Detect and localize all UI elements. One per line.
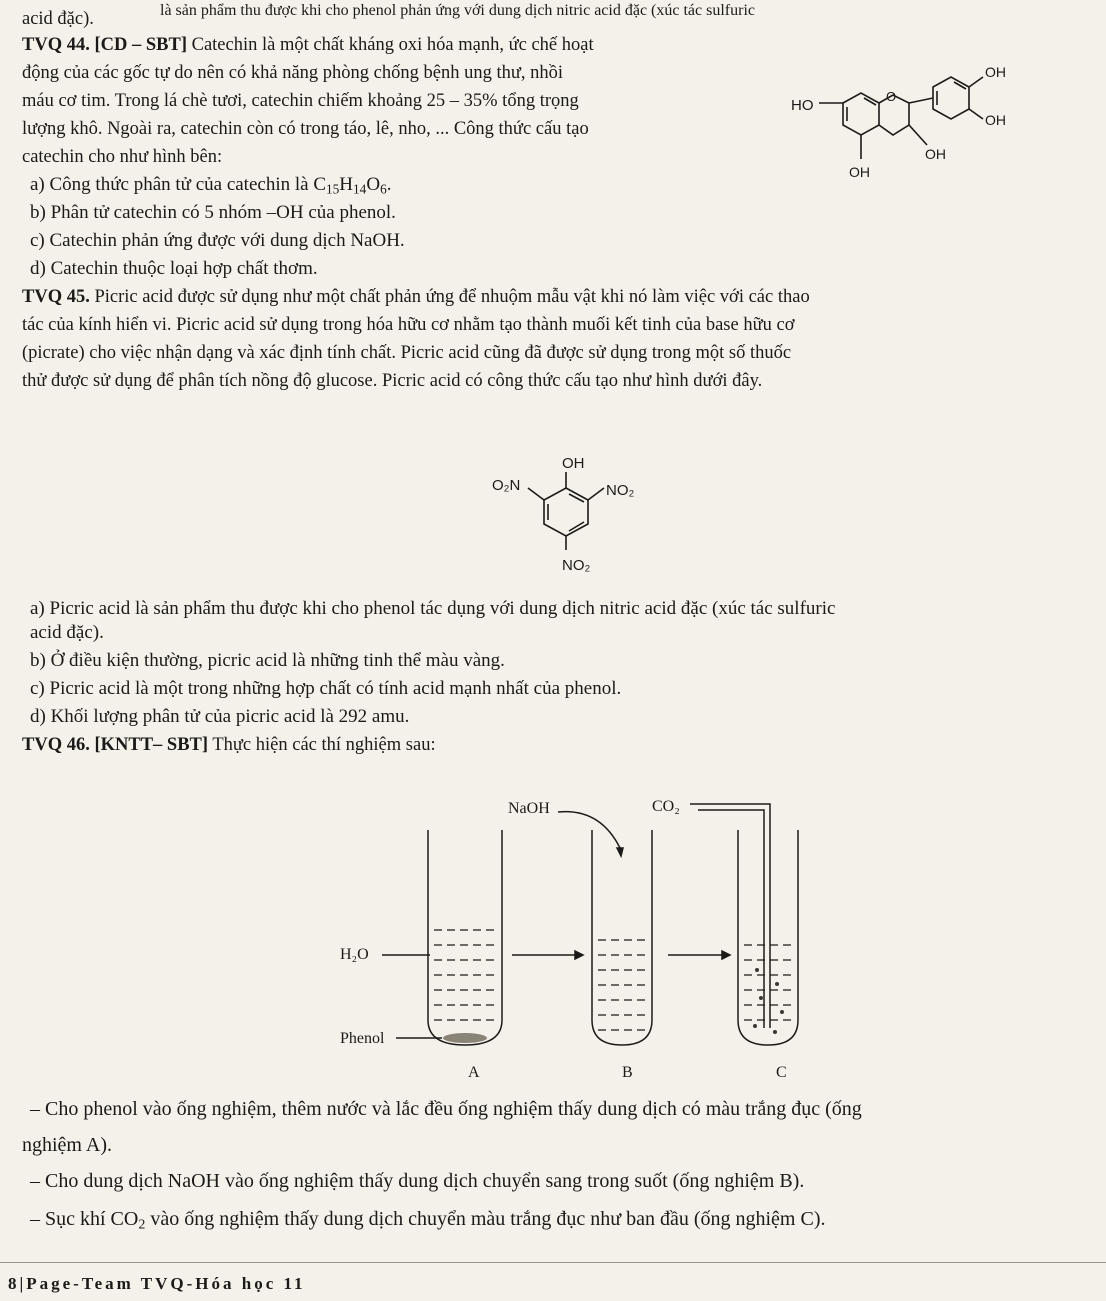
q46-step-1a: – Cho phenol vào ống nghiệm, thêm nước và lắc đều ống nghiệm thấy dung dịch có màu trắng đục (ống [30, 1098, 862, 1120]
q45-option-a-1: a) Picric acid là sản phẩm thu được khi cho phenol tác dụng với dung dịch nitric acid đặc (xúc tác sulfuric [30, 598, 836, 619]
q45-option-c: c) Picric acid là một trong những hợp chất có tính acid mạnh nhất của phenol. [30, 678, 622, 699]
label-naoh: NaOH [508, 800, 550, 817]
q45-option-a-2: acid đặc). [30, 622, 104, 643]
q44-option-d: d) Catechin thuộc loại hợp chất thơm. [30, 258, 318, 279]
q45-line-2: tác của kính hiển vi. Picric acid sử dụng trong hóa hữu cơ nhằm tạo thành muối kết tinh của base hữu cơ [22, 315, 795, 335]
label-co2: CO₂ [652, 798, 680, 815]
phenol-layer [443, 1033, 487, 1043]
footer-divider [0, 1262, 1106, 1263]
test-tube-c [738, 830, 798, 1045]
experiment-figure [330, 770, 830, 1090]
q44-title: TVQ 44. [CD – SBT] [22, 35, 187, 55]
catechin-oh-top: OH [985, 64, 1006, 80]
catechin-ho-label: HO [791, 97, 814, 114]
picric-no2-bottom-label: NO₂ [562, 557, 591, 574]
q45-line-3: (picrate) cho việc nhận dạng và xác định tính chất. Picric acid cũng đã được sử dụng trong một số thuốc [22, 343, 792, 363]
q45-option-d: d) Khối lượng phân tử của picric acid là 292 amu. [30, 706, 410, 727]
catechin-structure [785, 55, 1035, 190]
q45-line-4: thử được sử dụng để phân tích nồng độ glucose. Picric acid có công thức cấu tạo như hình dưới đây. [22, 371, 763, 391]
carryover-line-1: là sản phẩm thu được khi cho phenol phản ứng với dung dịch nitric acid đặc (xúc tác sulfuric [160, 2, 755, 19]
q44-line-4: lượng khô. Ngoài ra, catechin còn có trong táo, lê, nho, ... Công thức cấu tạo [22, 119, 589, 139]
q44-line-2: động của các gốc tự do nên có khả năng phòng chống bệnh ung thư, nhồi [22, 63, 564, 83]
picric-o2n-label: O₂N [492, 477, 521, 494]
q44-option-b: b) Phân tử catechin có 5 nhóm –OH của phenol. [30, 202, 396, 223]
label-h2o: H₂O [340, 946, 369, 963]
q46-title: TVQ 46. [KNTT– SBT] [22, 735, 209, 755]
q45-option-b: b) Ở điều kiện thường, picric acid là những tinh thể màu vàng. [30, 650, 505, 671]
label-tube-b: B [622, 1064, 633, 1081]
q44-text-1: Catechin là một chất kháng oxi hóa mạnh, ức chế hoạt [191, 35, 594, 55]
test-tube-b [592, 830, 652, 1045]
catechin-oh-bottom: OH [849, 164, 870, 180]
page-footer: 8|Page-Team TVQ-Hóa học 11 [8, 1274, 306, 1293]
q44-option-c: c) Catechin phản ứng được với dung dịch NaOH. [30, 230, 405, 251]
q45-text-1: Picric acid được sử dụng như một chất phản ứng để nhuộm mẫu vật khi nó làm việc với các thao [94, 287, 810, 307]
q46-step-2: – Cho dung dịch NaOH vào ống nghiệm thấy dung dịch chuyển sang trong suốt (ống nghiệm B). [30, 1170, 805, 1192]
label-tube-c: C [776, 1064, 787, 1081]
q45-line-1 [22, 286, 810, 308]
test-tube-a [428, 830, 502, 1045]
carryover-line-2: acid đặc). [22, 9, 94, 29]
q44-line-5: catechin cho như hình bên: [22, 147, 223, 167]
picric-acid-structure [478, 446, 658, 581]
q46-step-1b: nghiệm A). [22, 1134, 112, 1156]
picric-no2-right-label: NO₂ [606, 482, 635, 499]
label-phenol: Phenol [340, 1030, 385, 1047]
q44-option-a: a) Công thức phân tử của catechin là $C_{15}H_{14}O_6$. [30, 174, 392, 197]
catechin-oh-right: OH [985, 112, 1006, 128]
picric-oh-label: OH [562, 455, 585, 472]
q44-line-1 [22, 34, 594, 56]
q46-intro: Thực hiện các thí nghiệm sau: [212, 735, 436, 755]
q44-line-3: máu cơ tim. Trong lá chè tươi, catechin chiếm khoảng 25 – 35% tổng trọng [22, 91, 579, 111]
catechin-ring-o-label: O [886, 89, 897, 104]
label-tube-a: A [468, 1064, 480, 1081]
q46-line-1 [22, 734, 436, 756]
q46-step-3: – Sục khí $CO_2$ vào ống nghiệm thấy dung dịch chuyển màu trắng đục như ban đầu (ống nghiệm C). [30, 1208, 826, 1233]
q45-title: TVQ 45. [22, 287, 90, 307]
catechin-oh-ring-c: OH [925, 146, 946, 162]
